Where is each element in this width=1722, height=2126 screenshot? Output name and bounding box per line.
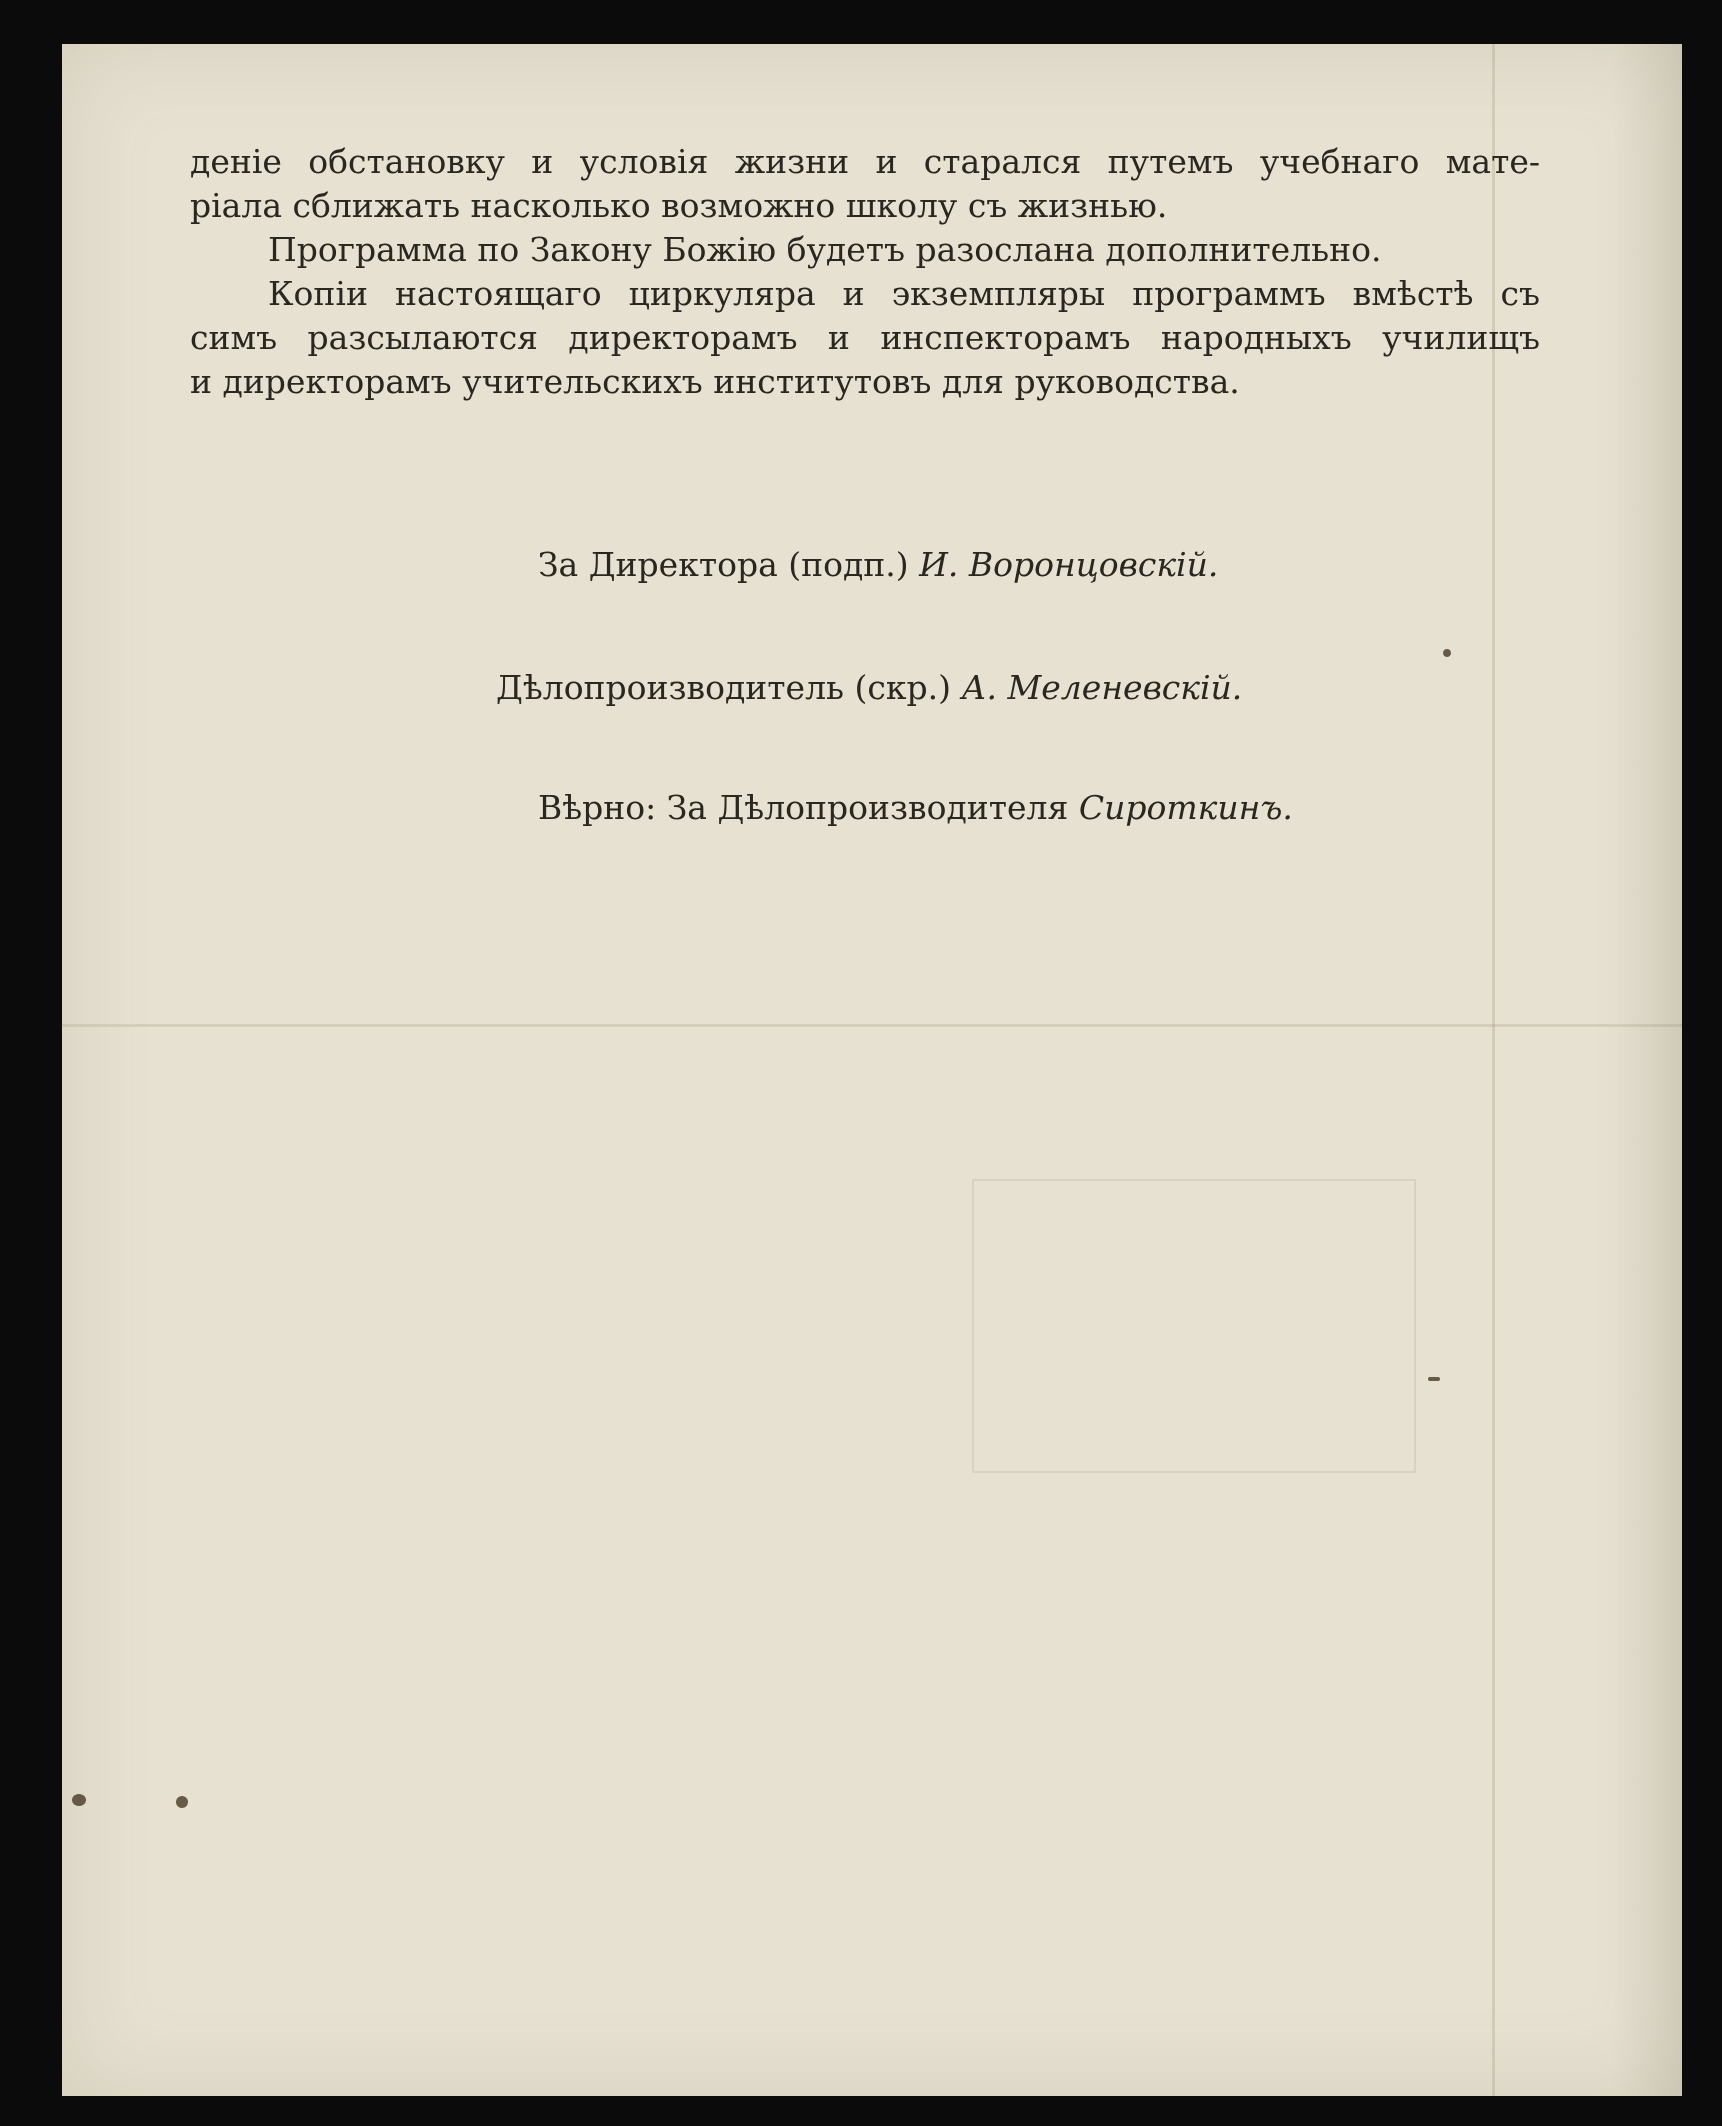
ink-speck-2 [1428, 1377, 1440, 1381]
signature-certified [538, 788, 1293, 827]
paragraph-1-line-2: ріала сближать насколько возможно школу съ жизнью. [190, 186, 1168, 225]
signature-certified-name: Сироткинъ. [1078, 788, 1293, 827]
signature-clerk-label: Дѣлопроизводитель (скр.) [496, 668, 951, 707]
ink-stain-1 [72, 1794, 86, 1806]
signature-clerk-name: А. Меленевскій. [961, 668, 1243, 707]
circular-body-text [190, 140, 1540, 404]
paragraph-3-line-2: симъ разсылаются директорамъ и инспекторамъ народныхъ училищъ [190, 318, 1540, 357]
horizontal-fold-line [62, 1024, 1682, 1027]
signature-director [538, 545, 1218, 584]
ink-speck-1 [1443, 649, 1451, 657]
show-through-stamp-mark [972, 1179, 1416, 1473]
signature-director-name: И. Воронцовскій. [919, 545, 1219, 584]
paragraph-2-line-1: Программа по Закону Божію будетъ разослана дополнительно. [268, 230, 1382, 269]
ink-stain-2 [176, 1796, 188, 1808]
paragraph-3-line-1: Копіи настоящаго циркуляра и экземпляры программъ вмѣстѣ съ [268, 274, 1540, 313]
paper-edge-shadow [1612, 44, 1682, 2096]
signature-certified-label: Вѣрно: За Дѣлопроизводителя [538, 788, 1069, 827]
signature-clerk [496, 668, 1242, 707]
signature-director-label: За Директора (подп.) [538, 545, 909, 584]
paragraph-3-line-3: и директорамъ учительскихъ институтовъ для руководства. [190, 362, 1240, 401]
paragraph-1-line-1: деніе обстановку и условія жизни и старался путемъ учебнаго мате- [190, 142, 1540, 181]
